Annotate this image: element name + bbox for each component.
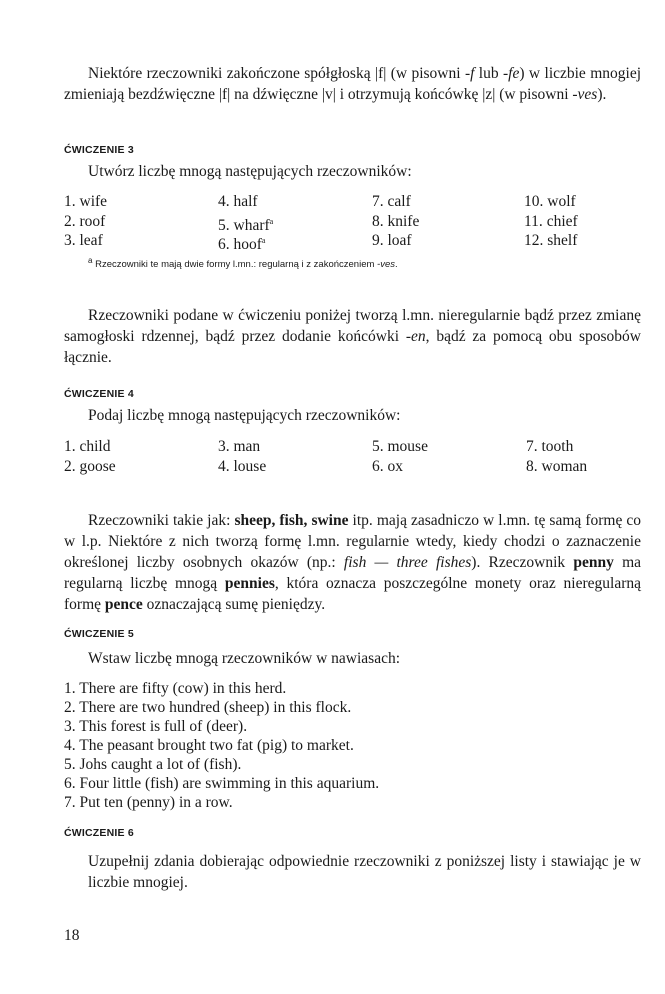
ex4-item — [64, 457, 116, 477]
item-word: goose — [79, 457, 116, 475]
intro-paragraph-1 — [64, 63, 641, 105]
exercise-5-sentence-list — [64, 679, 624, 812]
exercise-5-heading: ĆWICZENIE 5 — [64, 628, 134, 640]
intro1-italic-f: -f — [464, 65, 475, 82]
footnote-italic: -ves — [377, 259, 395, 271]
intro1-italic-ves: -ves — [572, 86, 598, 103]
item-word: wharf — [233, 216, 270, 234]
item-number: 1. — [64, 438, 76, 455]
intro3-bold: penny — [573, 554, 614, 571]
item-number: 5. — [218, 216, 230, 234]
list-item: 3. This forest is full of (deer). — [64, 718, 248, 735]
exercise-3-word-grid — [64, 192, 604, 252]
ex3-item — [64, 212, 105, 232]
list-item: 4. The peasant brought two fat (pig) to market. — [64, 737, 354, 754]
item-word: knife — [387, 212, 420, 230]
intro3-bold: pence — [104, 596, 143, 613]
list-item: 7. Put ten (penny) in a row. — [64, 794, 233, 811]
item-word: calf — [387, 193, 411, 210]
item-number: 4. — [218, 193, 230, 210]
intro2-text: Rzeczowniki podane w ćwiczeniu poniżej tworzą l.mn. nieregularnie bądź przez zmianę samogłoski rdzennej, bądź przez dodanie końcówki — [64, 307, 641, 345]
item-number: 9. — [372, 232, 384, 249]
item-word: shelf — [547, 232, 578, 249]
item-word: louse — [233, 457, 267, 475]
intro3-text: , która oznacza poszczególne monety oraz nieregularną formę — [64, 575, 641, 613]
item-number: 12. — [524, 232, 544, 249]
exercise-3-footnote — [88, 256, 398, 270]
ex4-item — [526, 437, 573, 457]
item-number: 1. — [64, 193, 76, 210]
intro2-italic: -en — [405, 328, 426, 345]
intro1-italic-fe: -fe — [503, 65, 520, 82]
item-number: 8. — [372, 212, 384, 230]
item-number: 7. — [526, 438, 538, 455]
list-item: 1. There are fifty (cow) in this herd. — [64, 680, 287, 697]
item-word: chief — [546, 212, 578, 230]
ex3-item — [372, 212, 419, 232]
item-number: 5. — [372, 438, 384, 455]
intro3-text: oznaczającą sumę pieniędzy. — [142, 596, 326, 613]
item-word: half — [233, 193, 258, 210]
item-number: 7. — [372, 193, 384, 210]
intro2-text: , bądź za pomocą obu sposobów łącznie. — [64, 328, 641, 366]
footnote-text: . — [394, 259, 398, 271]
item-word: man — [233, 438, 261, 455]
list-item: 2. There are two hundred (sheep) in this flock. — [64, 699, 352, 716]
intro1-text: ). — [597, 86, 607, 103]
ex4-item — [218, 457, 266, 477]
exercise-4-instruction: Podaj liczbę mnogą następujących rzeczowników: — [88, 407, 401, 424]
ex4-item — [372, 457, 403, 477]
ex3-item — [372, 231, 412, 251]
exercise-5-instruction: Wstaw liczbę mnogą rzeczowników w nawiasach: — [88, 650, 401, 667]
item-word: mouse — [387, 438, 428, 455]
ex3-item — [372, 192, 411, 212]
item-number: 4. — [218, 457, 230, 475]
item-number: 2. — [64, 457, 76, 475]
exercise-3-heading: ĆWICZENIE 3 — [64, 144, 134, 156]
footnote-text: Rzeczowniki te mają dwie formy l.mn.: regularną i z zakończeniem — [92, 259, 378, 271]
item-number: 10. — [524, 193, 544, 210]
ex4-item — [526, 457, 587, 477]
exercise-6-instruction: Uzupełnij zdania dobierając odpowiednie rzeczowniki z poniższej listy i stawiając je w liczbie mnogiej. — [88, 853, 641, 891]
ex4-item — [64, 437, 111, 457]
item-word: wife — [79, 193, 108, 210]
ex3-item — [524, 231, 577, 251]
item-word: ox — [387, 457, 403, 475]
item-word: wolf — [547, 193, 576, 210]
exercise-6-heading: ĆWICZENIE 6 — [64, 827, 134, 839]
intro-paragraph-3 — [64, 510, 641, 615]
item-word: hoof — [233, 236, 262, 254]
footnote-marker: a — [269, 216, 274, 226]
ex3-item — [524, 192, 576, 212]
intro3-text: Rzeczowniki takie jak: — [88, 512, 235, 529]
item-number: 6. — [372, 457, 384, 475]
exercise-3-instruction: Utwórz liczbę mnogą następujących rzeczowników: — [88, 163, 412, 180]
intro3-text: ma regularną liczbę mnogą — [64, 554, 641, 592]
item-word: leaf — [79, 232, 103, 249]
intro-paragraph-2 — [64, 305, 641, 368]
item-number: 8. — [526, 457, 538, 475]
ex3-item — [218, 192, 258, 212]
intro1-text: ) w liczbie mnogiej zmieniają bezdźwięczne |f| na dźwięczne |v| i otrzymują końcówkę |z| (w pisowni — [64, 65, 642, 103]
exercise-4-heading: ĆWICZENIE 4 — [64, 388, 134, 400]
item-word: woman — [541, 457, 588, 475]
intro3-text: ). Rzeczownik — [471, 554, 574, 571]
list-item: 6. Four little (fish) are swimming in this aquarium. — [64, 775, 380, 792]
intro1-text: lub — [474, 65, 504, 82]
ex3-item — [524, 212, 578, 232]
page-number: 18 — [64, 927, 80, 944]
ex3-item — [64, 192, 107, 212]
footnote-marker: a — [88, 256, 93, 265]
item-number: 3. — [218, 438, 230, 455]
ex4-item — [372, 437, 428, 457]
ex4-item — [218, 437, 260, 457]
item-word: child — [79, 438, 111, 455]
intro3-italic: fish — three fishes — [343, 554, 472, 571]
item-number: 2. — [64, 212, 76, 230]
list-item: 5. Johs caught a lot of (fish). — [64, 756, 242, 773]
intro3-bold: pennies — [224, 575, 275, 592]
item-word: roof — [79, 212, 106, 230]
intro3-bold: sheep, fish, swine — [234, 512, 349, 529]
ex3-item — [218, 231, 265, 255]
exercise-4-word-grid — [64, 437, 604, 477]
footnote-marker: a — [261, 236, 266, 245]
item-word: tooth — [541, 438, 574, 455]
intro3-text: itp. mają zasadniczo w l.mn. tę samą formę co w l.p. Niektóre z nich tworzą formę l.mn. regularnie wtedy, kiedy chodzi o zaznaczenie określonej liczby osobnych okazów (np.: — [64, 512, 642, 571]
intro1-text: Niektóre rzeczowniki zakończone spółgłoską |f| (w pisowni — [88, 65, 465, 82]
ex3-item — [64, 231, 103, 251]
item-number: 6. — [218, 236, 230, 254]
item-number: 11. — [524, 212, 543, 230]
item-word: loaf — [387, 232, 412, 249]
item-number: 3. — [64, 232, 76, 249]
